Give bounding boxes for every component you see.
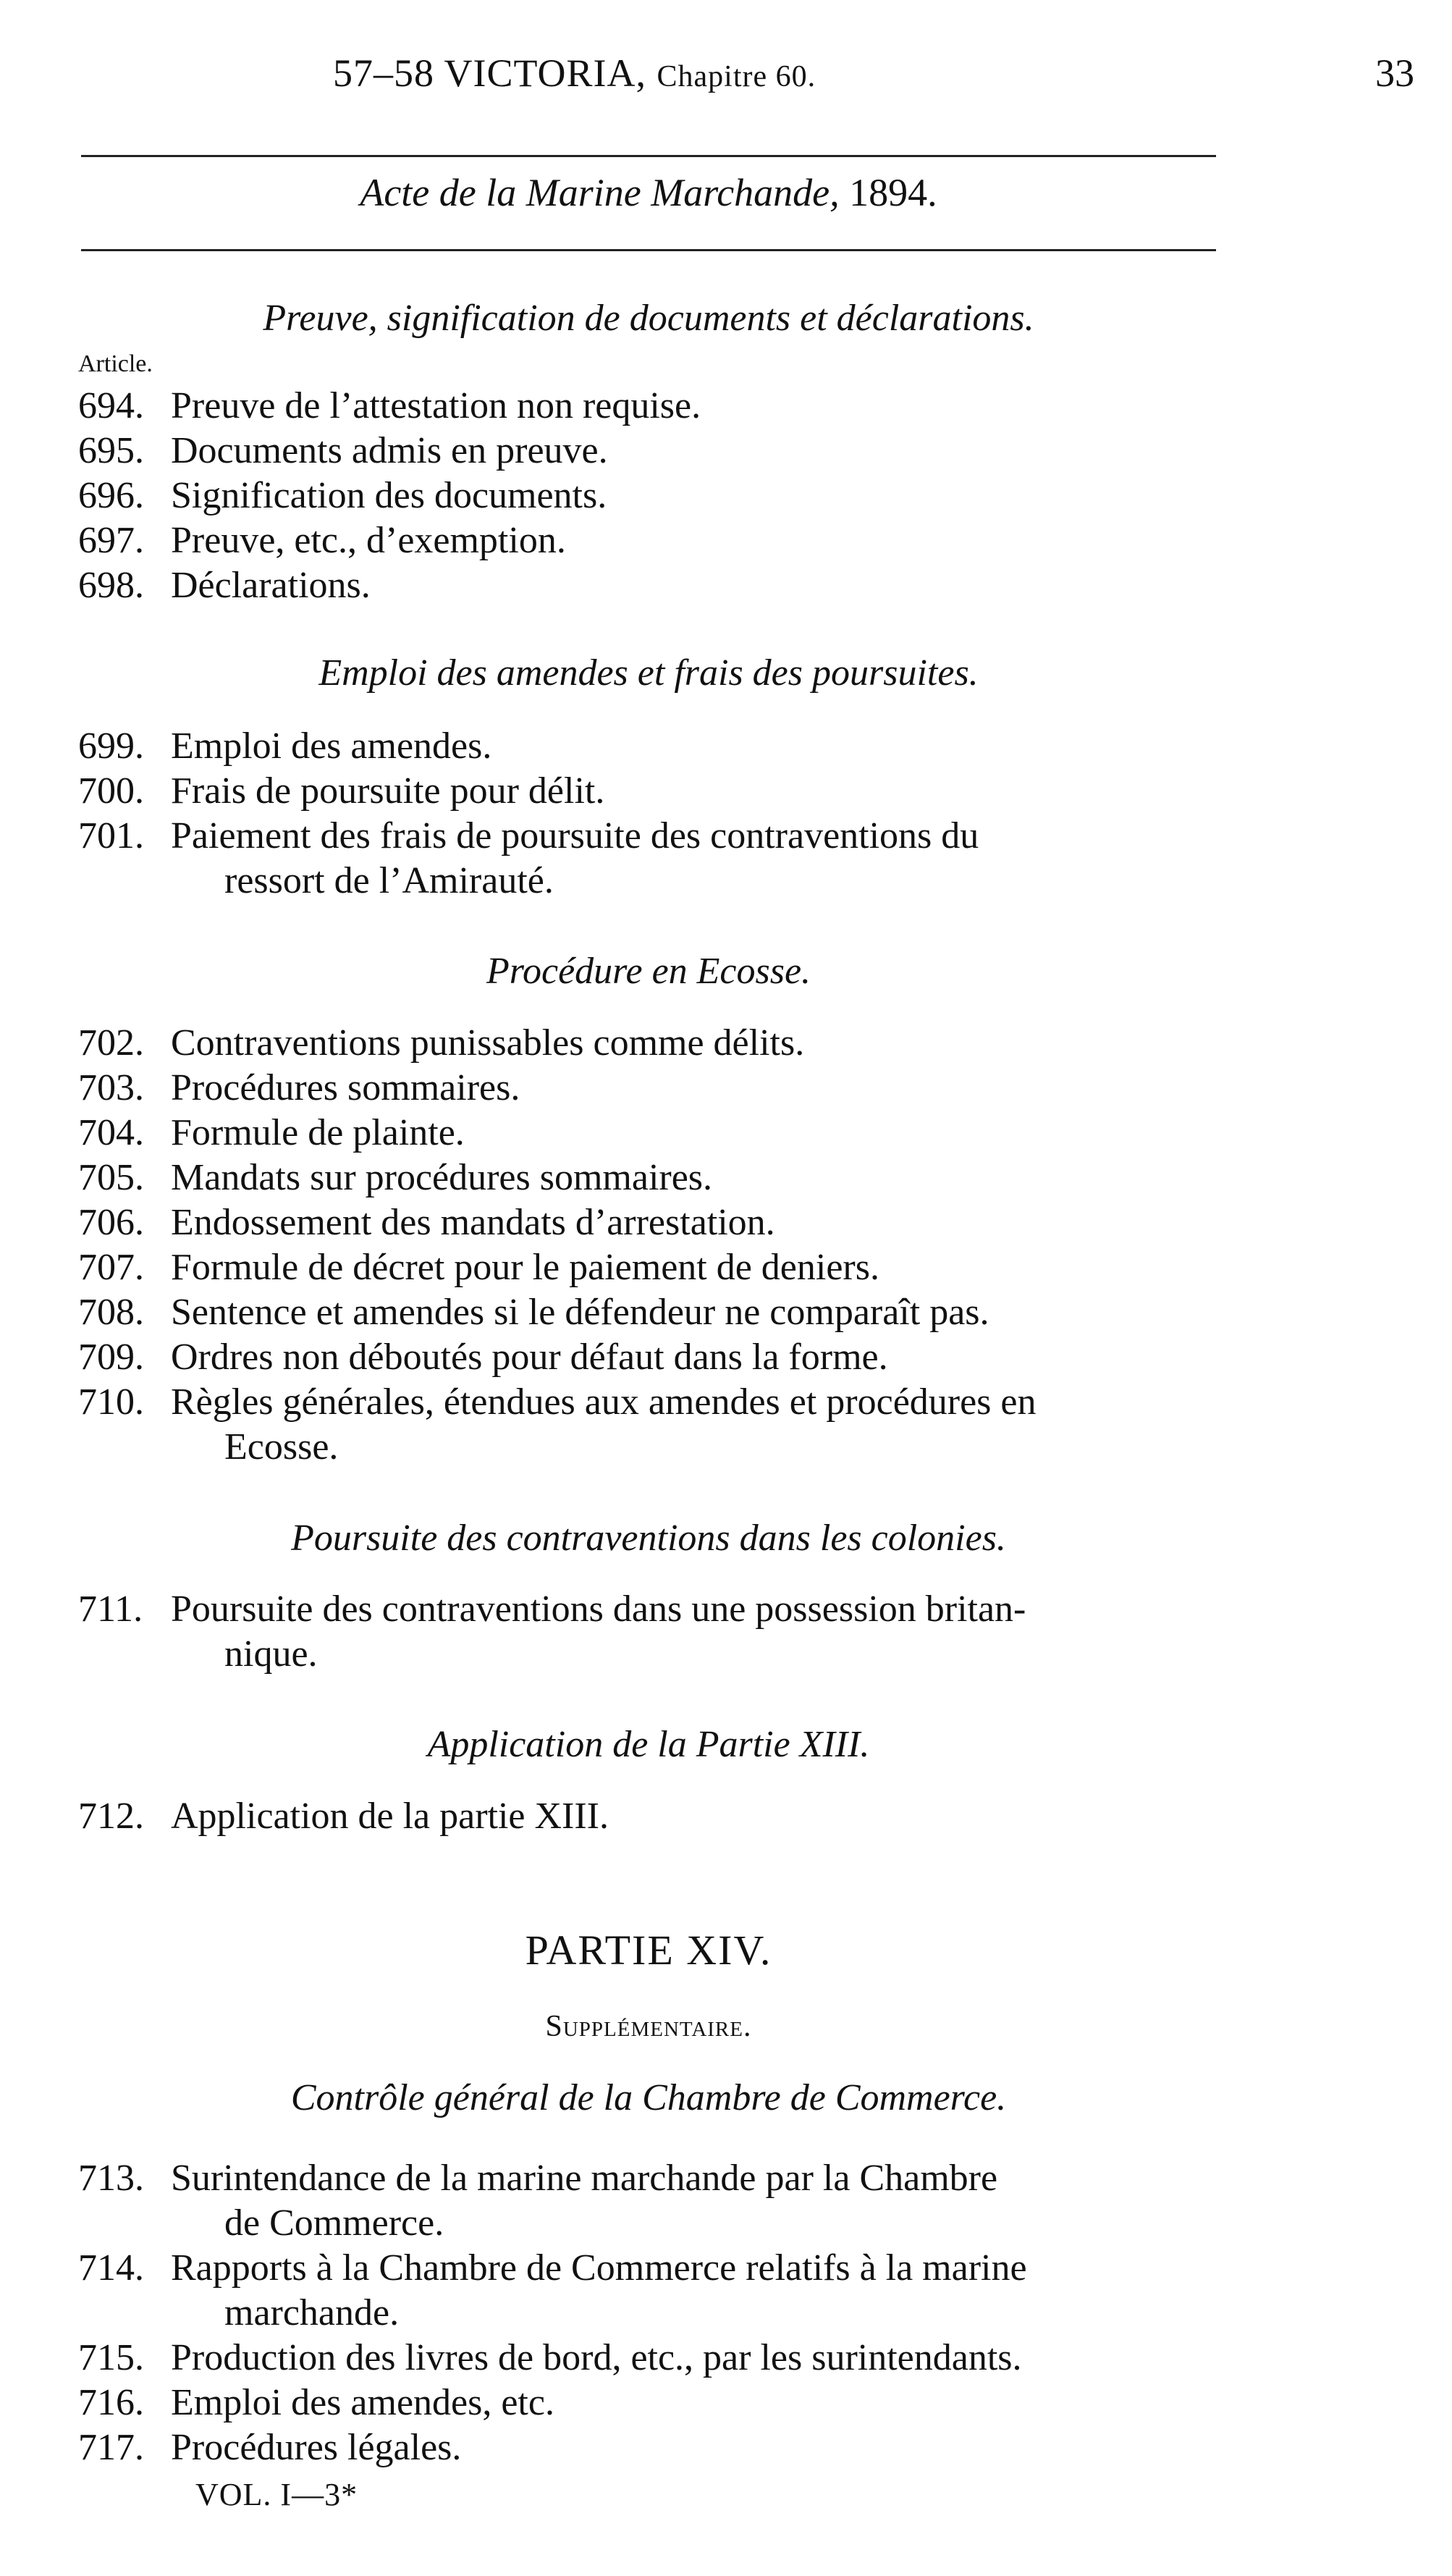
item-number: 698. — [78, 565, 144, 606]
item-text: Surintendance de la marine marchande par la Chambre — [171, 2158, 998, 2199]
item-text: Preuve, etc., d’exemption. — [171, 520, 566, 561]
list-item — [78, 814, 1222, 904]
item-text: Emploi des amendes, etc. — [171, 2382, 554, 2423]
item-number: 707. — [78, 1247, 144, 1288]
item-number: 710. — [78, 1381, 144, 1423]
item-text: Emploi des amendes. — [171, 725, 492, 767]
item-text: Poursuite des contraventions dans une possession britan- — [171, 1588, 1026, 1630]
item-text: Contraventions punissables comme délits. — [171, 1022, 805, 1064]
list-item — [78, 2336, 1222, 2381]
list-item — [78, 518, 1222, 563]
part-subtitle: Supplémentaire. — [545, 2010, 752, 2043]
item-text: Formule de décret pour le paiement de deniers. — [171, 1247, 879, 1288]
item-number: 705. — [78, 1157, 144, 1198]
list-item — [78, 1794, 1222, 1839]
act-title-name: Acte de la Marine Marchande, — [360, 171, 840, 214]
section-heading: Preuve, signification de documents et déclarations. — [263, 298, 1034, 339]
header-chapter: Chapitre 60. — [657, 60, 816, 93]
item-text: Endossement des mandats d’arrestation. — [171, 1202, 775, 1243]
item-number: 703. — [78, 1067, 144, 1108]
item-text: Formule de plainte. — [171, 1112, 465, 1153]
list-item — [78, 2246, 1222, 2336]
item-number: 713. — [78, 2158, 144, 2199]
item-number: 716. — [78, 2382, 144, 2423]
item-number: 706. — [78, 1202, 144, 1243]
item-number: 708. — [78, 1292, 144, 1333]
article-label: Article. — [78, 350, 153, 377]
list-item — [78, 384, 1222, 429]
item-text: Preuve de l’attestation non requise. — [171, 385, 701, 426]
item-number: 695. — [78, 430, 144, 471]
section-heading: Poursuite des contraventions dans les colonies. — [291, 1518, 1006, 1559]
list-item — [78, 473, 1222, 518]
item-number: 701. — [78, 815, 144, 856]
list-item — [78, 1245, 1222, 1290]
item-text: Procédures légales. — [171, 2427, 462, 2468]
item-text: Paiement des frais de poursuite des contraventions du — [171, 815, 979, 856]
item-number: 712. — [78, 1796, 144, 1837]
list-item — [78, 1156, 1222, 1200]
item-text: Rapports à la Chambre de Commerce relatifs à la marine — [171, 2247, 1027, 2289]
item-number: 711. — [78, 1588, 143, 1630]
item-text-continued: ressort de l’Amirauté. — [224, 860, 554, 901]
section-heading: Contrôle général de la Chambre de Commerce. — [290, 2077, 1007, 2118]
page-number: 33 — [1375, 51, 1414, 95]
item-number: 714. — [78, 2247, 144, 2289]
header-title — [333, 51, 816, 96]
list-item — [78, 429, 1222, 473]
running-header — [0, 51, 1452, 109]
item-text: Règles générales, étendues aux amendes et procédures en — [171, 1381, 1037, 1423]
item-text: Déclarations. — [171, 565, 371, 606]
list-item — [78, 1200, 1222, 1245]
item-number: 694. — [78, 385, 144, 426]
item-number: 709. — [78, 1337, 144, 1378]
item-text-continued: marchande. — [224, 2292, 400, 2333]
item-text: Production des livres de bord, etc., par les surintendants. — [171, 2337, 1022, 2378]
item-number: 699. — [78, 725, 144, 767]
list-item — [78, 769, 1222, 814]
top-rule — [81, 155, 1216, 157]
item-text: Application de la partie XIII. — [171, 1796, 609, 1837]
item-text-continued: nique. — [224, 1633, 318, 1675]
header-title-main: 57–58 VICTORIA, — [333, 51, 657, 95]
list-item — [78, 1587, 1222, 1677]
item-number: 700. — [78, 770, 144, 812]
item-number: 715. — [78, 2337, 144, 2378]
section-heading: Emploi des amendes et frais des poursuites. — [318, 652, 979, 694]
list-item — [78, 1066, 1222, 1111]
list-item — [78, 2156, 1222, 2246]
item-number: 702. — [78, 1022, 144, 1064]
list-item — [78, 2425, 1222, 2470]
list-item — [78, 2381, 1222, 2425]
list-item — [78, 1335, 1222, 1380]
list-item — [78, 724, 1222, 769]
list-item — [78, 1380, 1222, 1470]
bottom-rule — [81, 249, 1216, 251]
item-number: 697. — [78, 520, 144, 561]
item-text: Signification des documents. — [171, 475, 607, 516]
item-text: Ordres non déboutés pour défaut dans la forme. — [171, 1337, 888, 1378]
part-title: PARTIE XIV. — [525, 1927, 772, 1974]
list-item — [78, 1290, 1222, 1335]
item-number: 704. — [78, 1112, 144, 1153]
item-text-continued: Ecosse. — [224, 1426, 339, 1468]
act-title — [81, 170, 1216, 215]
list-item — [78, 1021, 1222, 1066]
item-text: Frais de poursuite pour délit. — [171, 770, 605, 812]
section-heading: Procédure en Ecosse. — [486, 951, 811, 992]
item-text: Procédures sommaires. — [171, 1067, 520, 1108]
item-number: 717. — [78, 2427, 144, 2468]
list-item — [78, 563, 1222, 608]
item-text: Sentence et amendes si le défendeur ne comparaît pas. — [171, 1292, 989, 1333]
item-text: Mandats sur procédures sommaires. — [171, 1157, 713, 1198]
list-item — [78, 1111, 1222, 1156]
item-number: 696. — [78, 475, 144, 516]
section-heading: Application de la Partie XIII. — [427, 1724, 870, 1765]
item-text: Documents admis en preuve. — [171, 430, 608, 471]
item-text-continued: de Commerce. — [224, 2202, 444, 2244]
volume-signature: VOL. I—3* — [195, 2477, 358, 2512]
act-title-year: 1894. — [839, 171, 937, 214]
